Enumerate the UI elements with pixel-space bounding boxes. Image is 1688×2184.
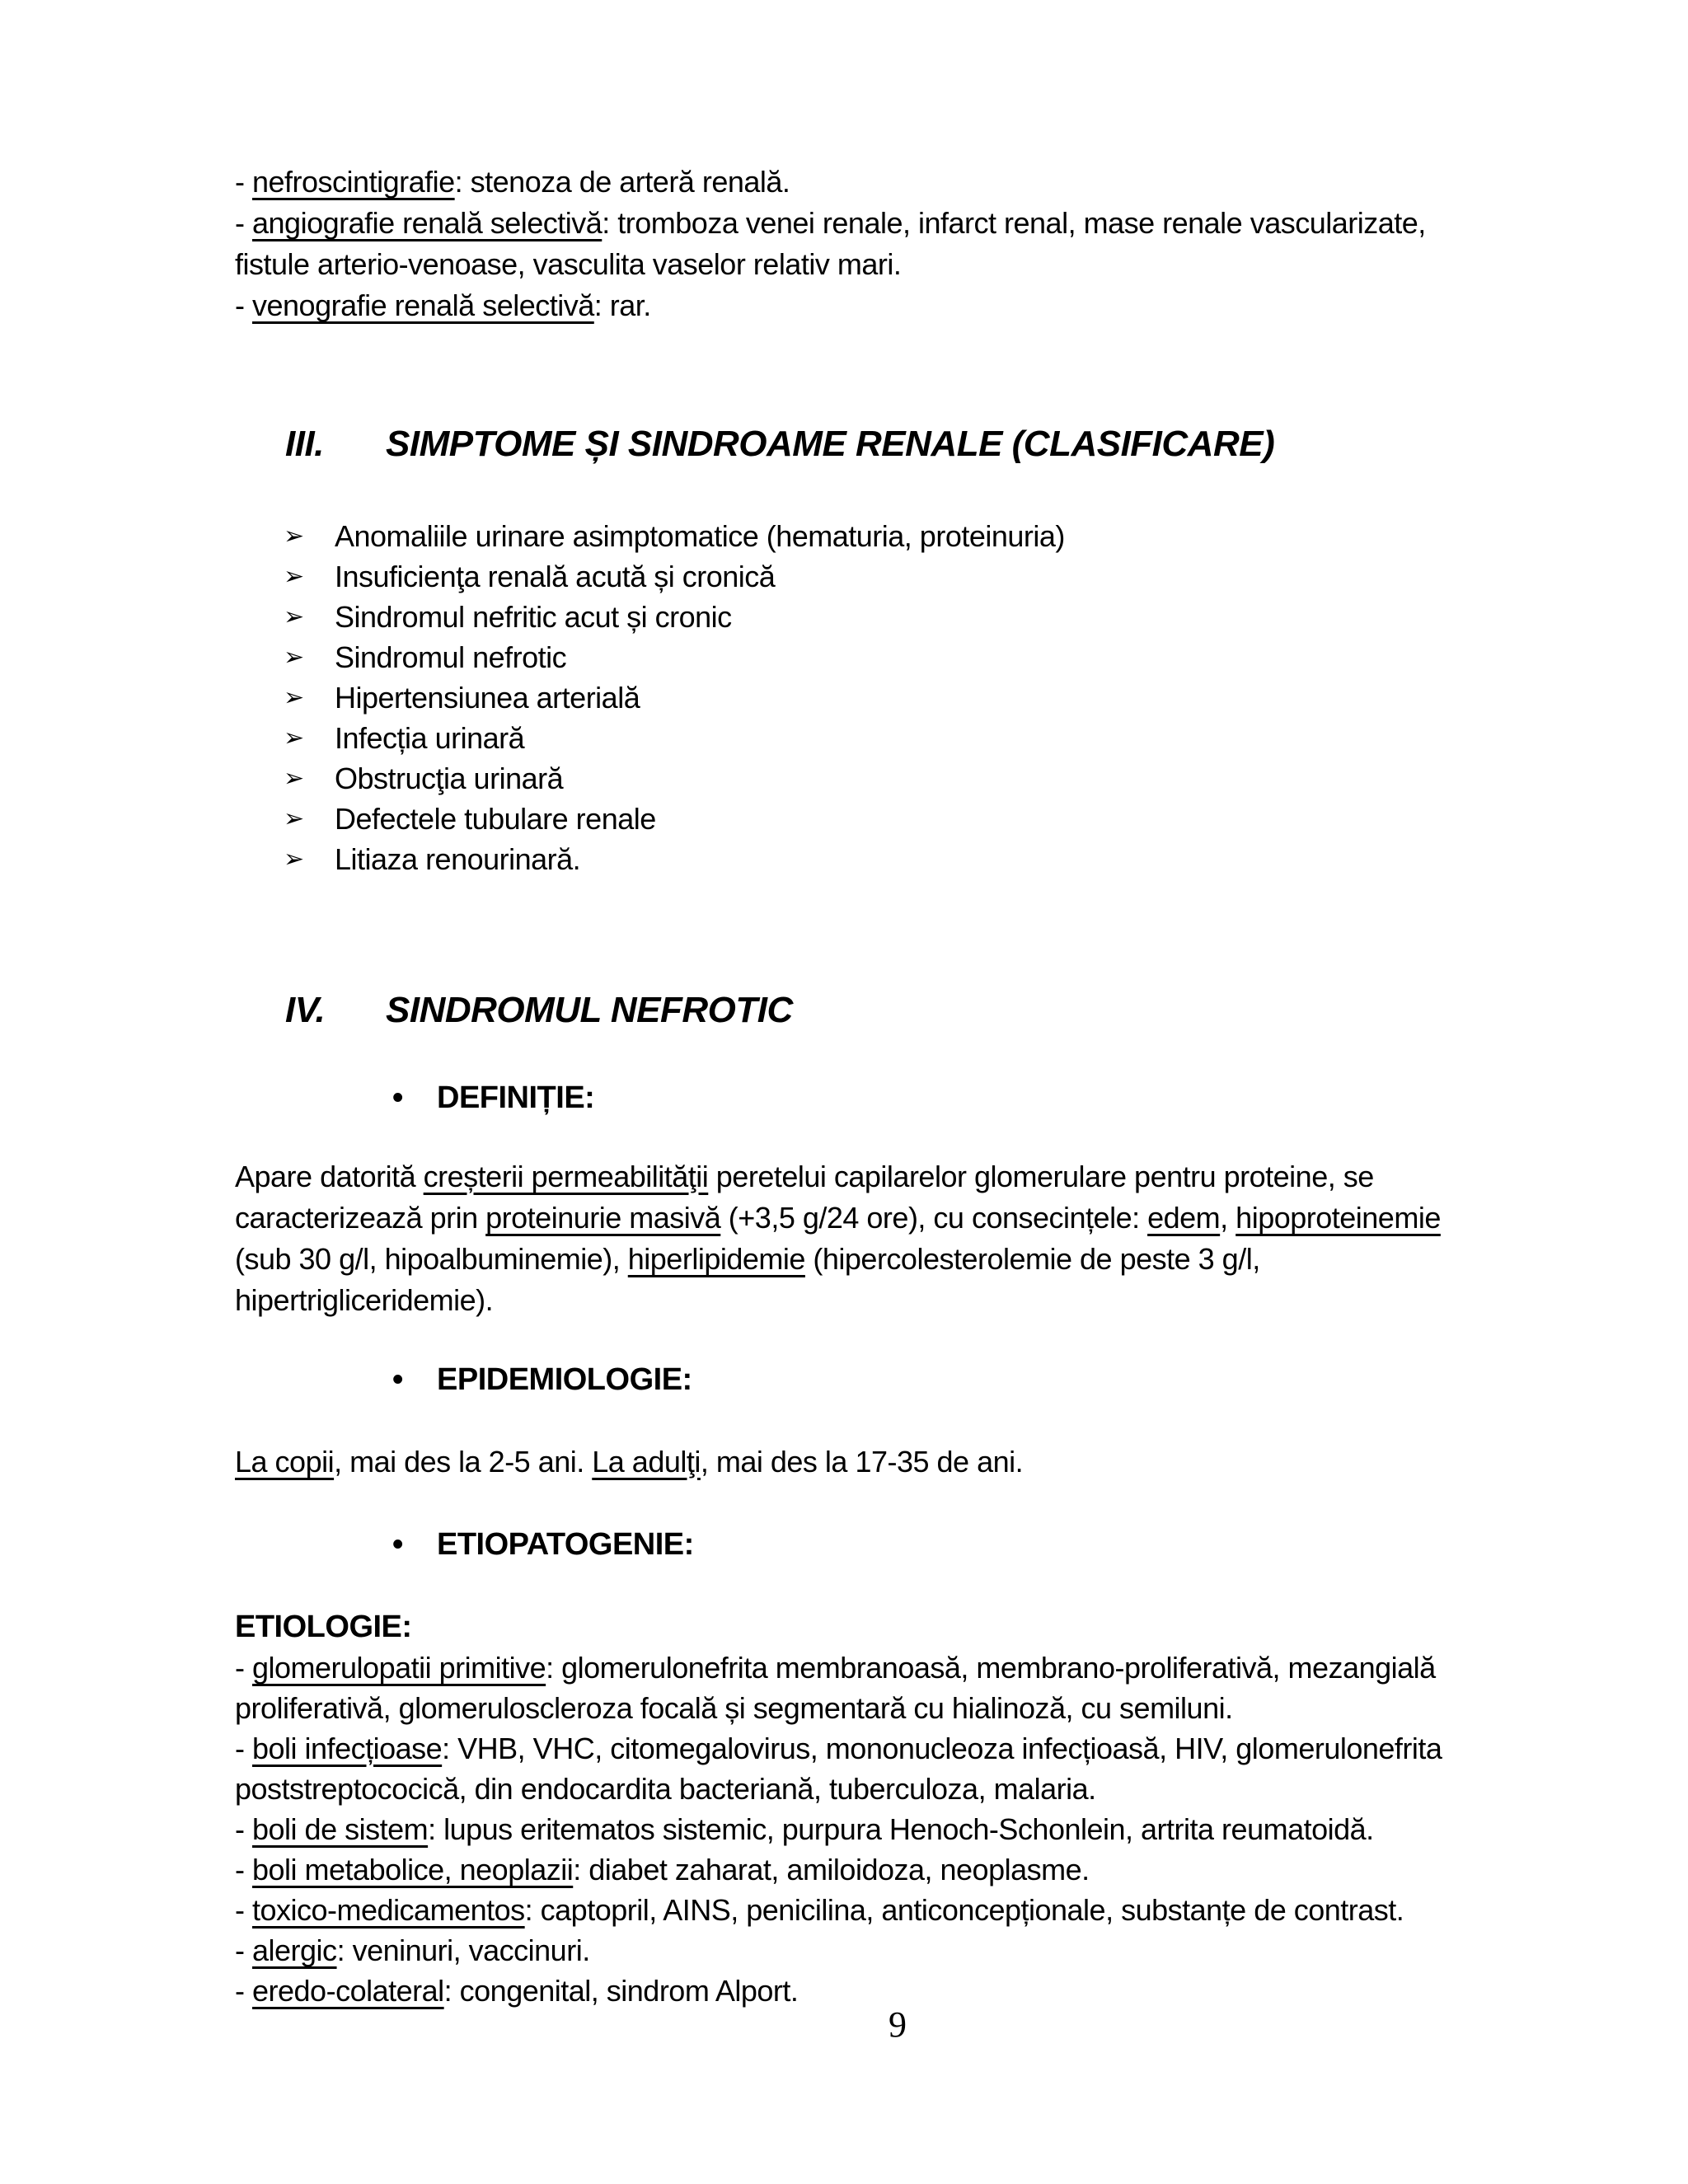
text-line bbox=[235, 285, 1634, 326]
list-item-label: Sindromul nefritic acut și cronic bbox=[335, 600, 732, 634]
text-segment: peretelui capilarelor glomerulare pentru proteine, se bbox=[708, 1160, 1374, 1193]
text-line bbox=[235, 1441, 1634, 1483]
arrow-bullet-icon: ➢ bbox=[284, 846, 304, 873]
underlined-term: venografie renală selectivă bbox=[252, 288, 594, 322]
section-iii-numeral: III. bbox=[285, 424, 324, 464]
text-line bbox=[235, 1647, 1634, 1688]
epidemiology-heading-label: EPIDEMIOLOGIE: bbox=[437, 1362, 692, 1397]
text-line bbox=[235, 1809, 1634, 1849]
list-item bbox=[284, 637, 1634, 677]
underlined-term: creșterii permeabilităţii bbox=[423, 1160, 709, 1193]
text-segment: : rar. bbox=[593, 288, 651, 322]
imaging-methods-paragraph bbox=[235, 162, 1634, 326]
text-segment: poststreptococică, din endocardita bacteriană, tuberculoza, malaria. bbox=[235, 1772, 1096, 1806]
arrow-bullet-icon: ➢ bbox=[284, 684, 304, 711]
text-line bbox=[235, 244, 1634, 285]
underlined-term: proteinurie masivă bbox=[485, 1201, 721, 1235]
dot-bullet-icon: • bbox=[392, 1527, 403, 1562]
underlined-term: La copii bbox=[235, 1445, 335, 1479]
list-item bbox=[284, 799, 1634, 839]
section-iv-numeral: IV. bbox=[285, 990, 326, 1030]
text-segment: Apare datorită bbox=[235, 1160, 424, 1193]
definition-paragraph bbox=[235, 1156, 1634, 1321]
text-segment: - bbox=[235, 1732, 252, 1765]
text-segment: caracterizează prin bbox=[235, 1201, 486, 1235]
underlined-term: alergic bbox=[252, 1933, 337, 1967]
list-item bbox=[284, 839, 1634, 879]
arrow-bullet-icon: ➢ bbox=[284, 563, 304, 590]
list-item-label: Insuficienţa renală acută și cronică bbox=[335, 560, 776, 593]
text-segment: hipertrigliceridemie). bbox=[235, 1283, 494, 1317]
dot-bullet-icon: • bbox=[392, 1080, 403, 1115]
page-number: 9 bbox=[889, 2004, 907, 2045]
list-item-label: Infecția urinară bbox=[335, 721, 525, 755]
text-line bbox=[235, 1197, 1634, 1239]
text-segment: (sub 30 g/l, hipoalbuminemie), bbox=[235, 1242, 628, 1276]
etiology-list bbox=[235, 1647, 1634, 2011]
underlined-term: boli infecțioase bbox=[252, 1732, 443, 1765]
text-segment: - bbox=[235, 165, 252, 199]
arrow-bullet-icon: ➢ bbox=[284, 765, 304, 792]
text-segment: : captopril, AINS, penicilina, anticoncepționale, substanțe de contrast. bbox=[524, 1893, 1404, 1927]
text-line bbox=[235, 162, 1634, 203]
etiopathogeny-heading-label: ETIOPATOGENIE: bbox=[437, 1527, 694, 1562]
list-item-label: Litiaza renourinară. bbox=[335, 842, 581, 876]
text-segment: (+3,5 g/24 ore), cu consecințele: bbox=[720, 1201, 1148, 1235]
dot-bullet-icon: • bbox=[392, 1362, 403, 1397]
underlined-term: boli metabolice, neoplazii bbox=[252, 1853, 574, 1886]
underlined-term: La adulţi bbox=[592, 1445, 701, 1479]
epidemiology-paragraph bbox=[235, 1441, 1634, 1483]
arrow-bullet-icon: ➢ bbox=[284, 724, 304, 752]
text-line bbox=[235, 1769, 1634, 1809]
text-segment: fistule arterio-venoase, vasculita vaselor relativ mari. bbox=[235, 247, 902, 281]
text-segment: , bbox=[1220, 1201, 1236, 1235]
underlined-term: glomerulopatii primitive bbox=[252, 1651, 546, 1685]
arrow-bullet-icon: ➢ bbox=[284, 603, 304, 630]
underlined-term: eredo-colateral bbox=[252, 1974, 444, 2008]
symptoms-syndromes-list bbox=[235, 516, 1634, 879]
definition-heading bbox=[235, 1077, 1634, 1118]
list-item-label: Hipertensiunea arterială bbox=[335, 681, 640, 715]
text-segment: - bbox=[235, 1974, 252, 2008]
arrow-bullet-icon: ➢ bbox=[284, 523, 304, 550]
list-item bbox=[284, 677, 1634, 718]
list-item bbox=[284, 718, 1634, 758]
etiopathogeny-heading bbox=[235, 1524, 1634, 1565]
epidemiology-heading bbox=[235, 1359, 1634, 1400]
text-segment: : glomerulonefrita membranoasă, membrano-proliferativă, mezangială bbox=[546, 1651, 1436, 1685]
underlined-term: boli de sistem bbox=[252, 1812, 429, 1846]
etiology-label: ETIOLOGIE: bbox=[235, 1610, 412, 1644]
text-segment: proliferativă, glomeruloscleroza focală și segmentară cu hialinoză, cu semiluni. bbox=[235, 1691, 1233, 1725]
list-item-label: Defectele tubulare renale bbox=[335, 802, 656, 836]
text-line bbox=[235, 1280, 1634, 1321]
list-item bbox=[284, 597, 1634, 637]
text-line bbox=[235, 1239, 1634, 1280]
definition-heading-label: DEFINIȚIE: bbox=[437, 1080, 595, 1115]
text-segment: : lupus eritematos sistemic, purpura Henoch-Schonlein, artrita reumatoidă. bbox=[428, 1812, 1374, 1846]
text-segment: - bbox=[235, 288, 252, 322]
underlined-term: hipoproteinemie bbox=[1236, 1201, 1441, 1235]
text-line bbox=[235, 1890, 1634, 1930]
text-segment: (hipercolesterolemie de peste 3 g/l, bbox=[804, 1242, 1260, 1276]
text-segment: - bbox=[235, 1933, 252, 1967]
text-segment: , mai des la 2-5 ani. bbox=[334, 1445, 593, 1479]
text-line bbox=[235, 203, 1634, 244]
section-iii-title: SIMPTOME ȘI SINDROAME RENALE (CLASIFICARE) bbox=[386, 424, 1275, 464]
text-segment: : veninuri, vaccinuri. bbox=[336, 1933, 590, 1967]
list-item-label: Obstrucţia urinară bbox=[335, 762, 564, 795]
section-iii-heading bbox=[235, 422, 1634, 466]
underlined-term: hiperlipidemie bbox=[627, 1242, 805, 1276]
text-segment: : diabet zaharat, amiloidoza, neoplasme. bbox=[573, 1853, 1090, 1886]
underlined-term: edem bbox=[1147, 1201, 1221, 1235]
arrow-bullet-icon: ➢ bbox=[284, 644, 304, 671]
text-line bbox=[235, 1971, 1634, 2011]
text-line bbox=[235, 1688, 1634, 1728]
text-segment: - bbox=[235, 1853, 252, 1886]
underlined-term: angiografie renală selectivă bbox=[252, 206, 603, 240]
list-item bbox=[284, 556, 1634, 597]
text-line bbox=[235, 1728, 1634, 1769]
list-item-label: Sindromul nefrotic bbox=[335, 640, 567, 674]
text-segment: - bbox=[235, 206, 252, 240]
list-item bbox=[284, 758, 1634, 799]
text-line bbox=[235, 1930, 1634, 1971]
underlined-term: nefroscintigrafie bbox=[252, 165, 455, 199]
list-item bbox=[284, 516, 1634, 556]
text-segment: , mai des la 17-35 de ani. bbox=[700, 1445, 1024, 1479]
text-segment: - bbox=[235, 1893, 252, 1927]
underlined-term: toxico-medicamentos bbox=[252, 1893, 525, 1927]
text-line bbox=[235, 1849, 1634, 1890]
arrow-bullet-icon: ➢ bbox=[284, 805, 304, 832]
text-line bbox=[235, 1156, 1634, 1197]
section-iv-title: SINDROMUL NEFROTIC bbox=[386, 990, 793, 1030]
text-segment: : congenital, sindrom Alport. bbox=[443, 1974, 799, 2008]
text-segment: : VHB, VHC, citomegalovirus, mononucleoza infecțioasă, HIV, glomerulonefrita bbox=[442, 1732, 1442, 1765]
list-item-label: Anomaliile urinare asimptomatice (hematuria, proteinuria) bbox=[335, 519, 1065, 553]
section-iv-heading bbox=[235, 988, 1634, 1033]
text-segment: : tromboza venei renale, infarct renal, mase renale vascularizate, bbox=[602, 206, 1426, 240]
text-segment: - bbox=[235, 1812, 252, 1846]
text-segment: - bbox=[235, 1651, 252, 1685]
text-segment: : stenoza de arteră renală. bbox=[454, 165, 790, 199]
